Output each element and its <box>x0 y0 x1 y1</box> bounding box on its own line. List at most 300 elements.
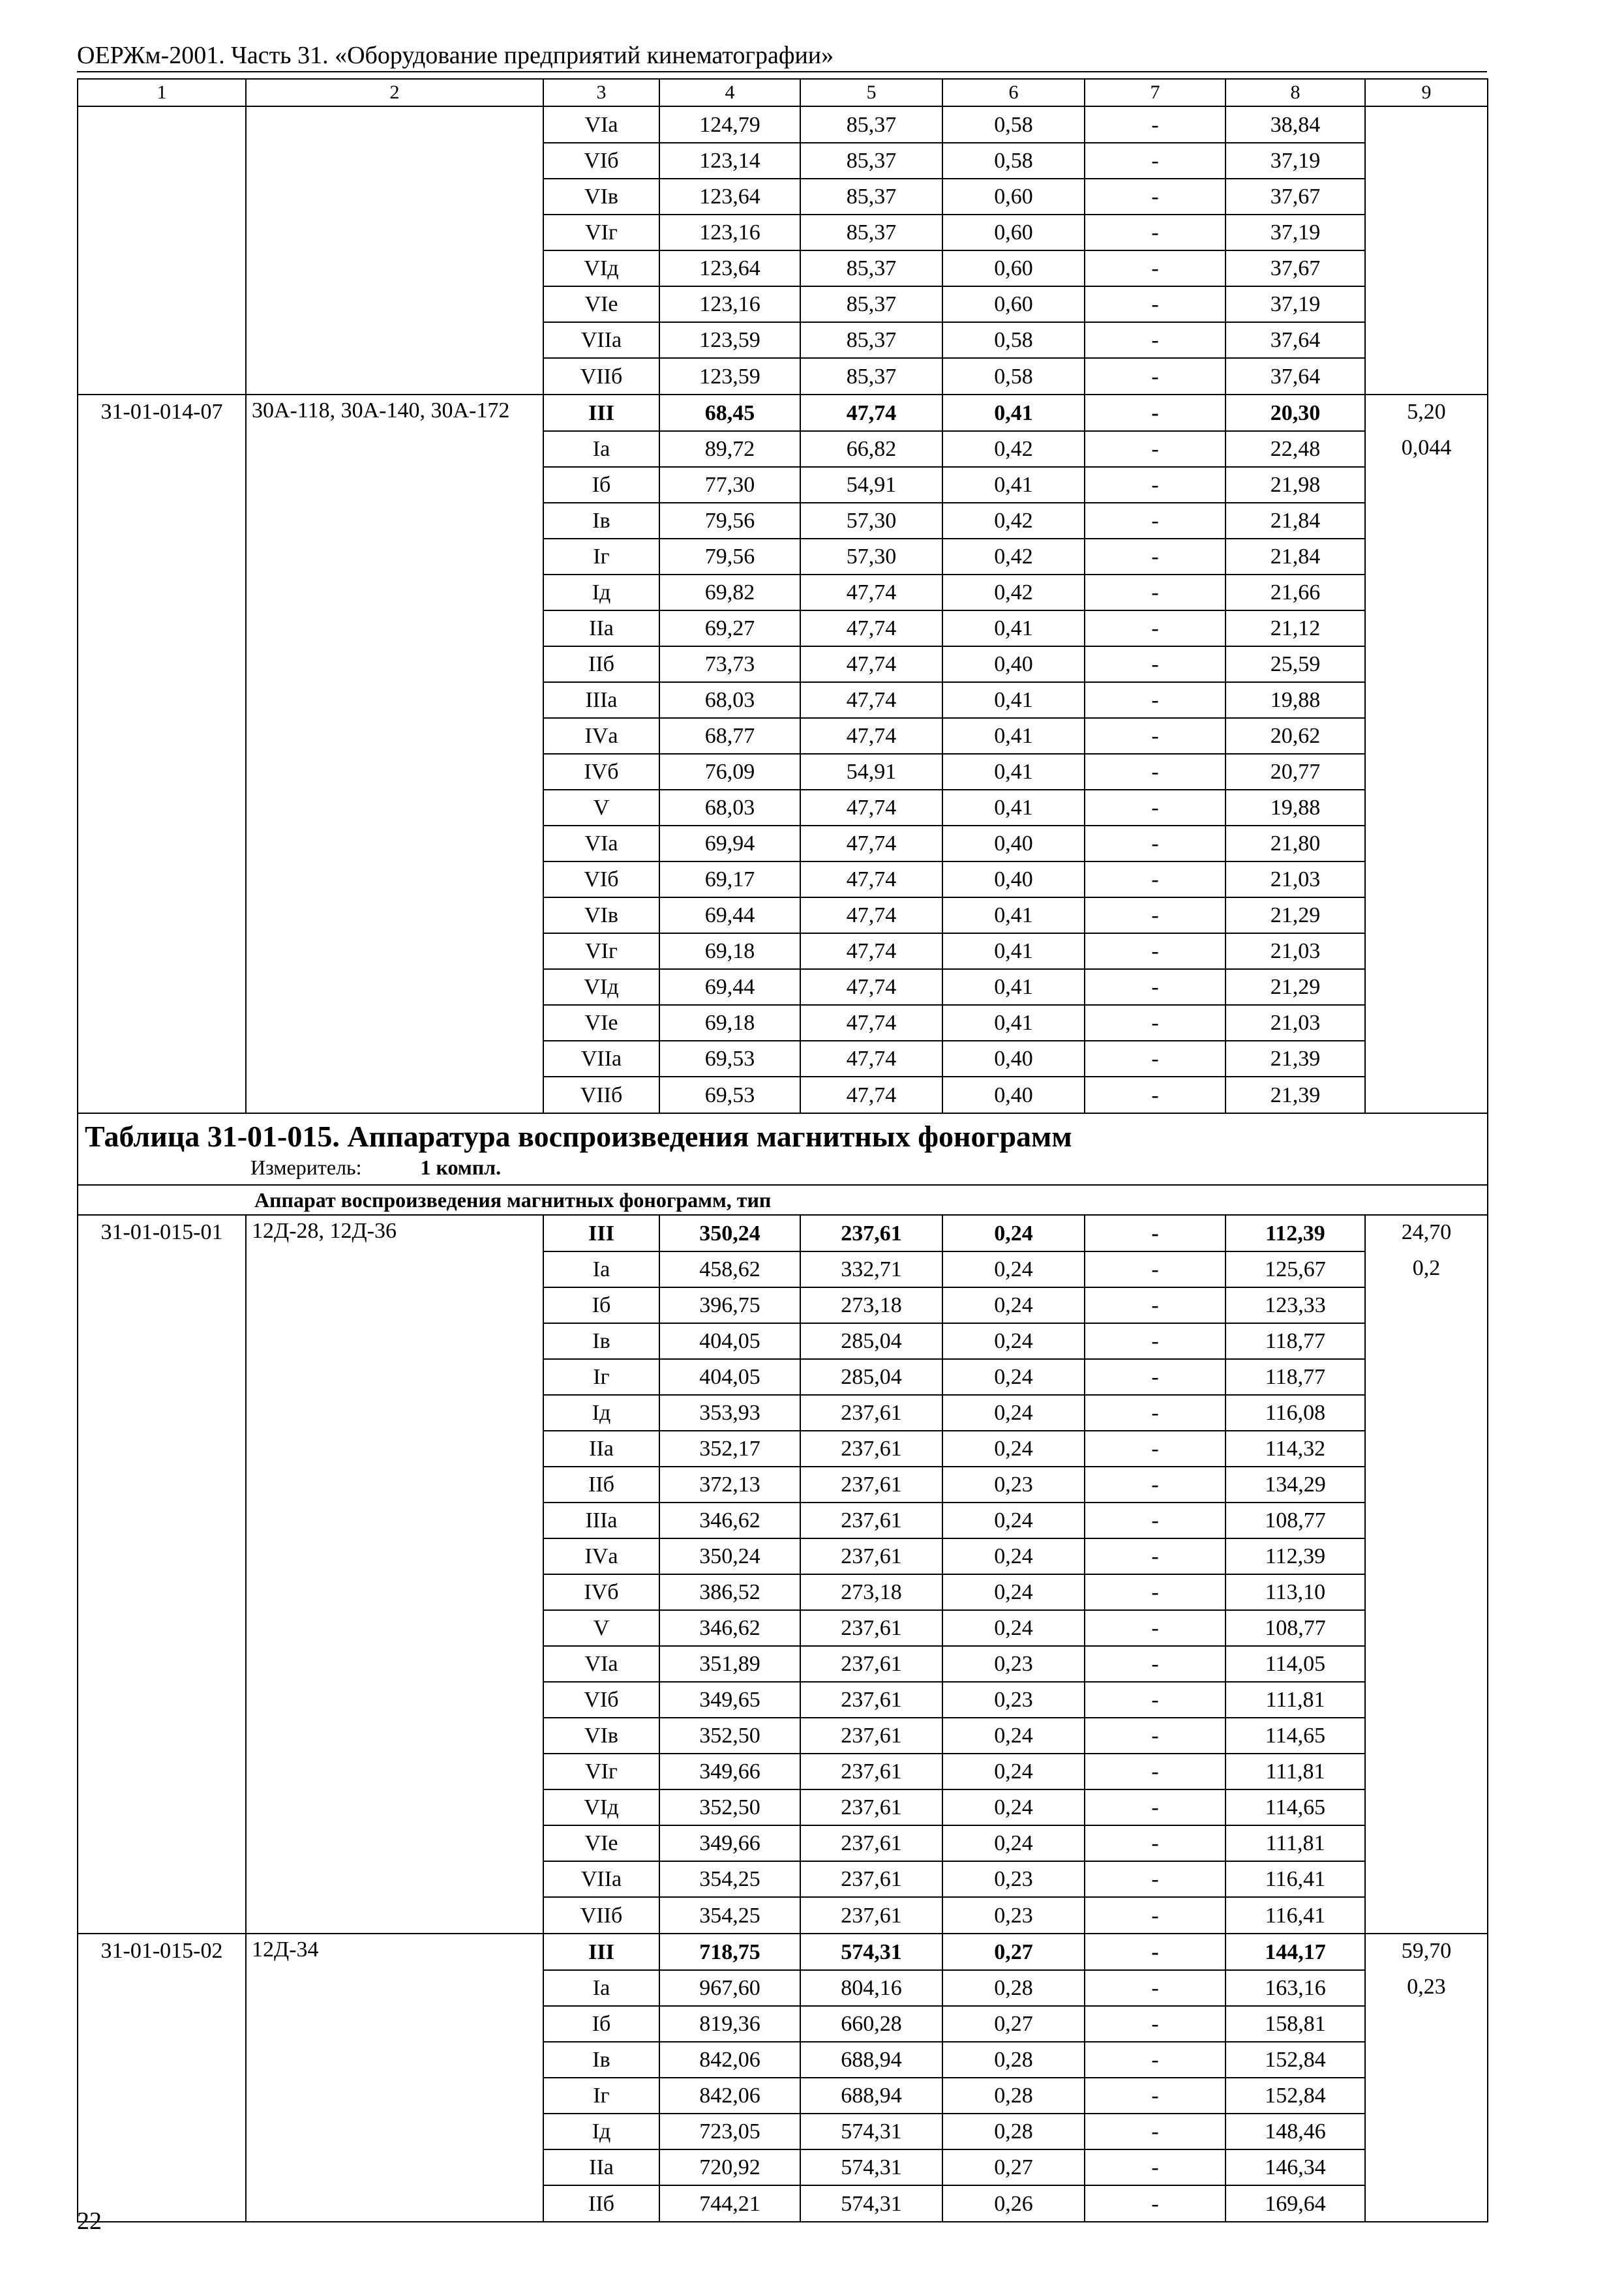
zone-cell: IVб <box>543 754 659 790</box>
driver-wages-cell: - <box>1085 1431 1226 1467</box>
machines-cell: 0,42 <box>942 575 1085 610</box>
driver-wages-cell: - <box>1085 1215 1226 1251</box>
materials-cell: 125,67 <box>1226 1251 1365 1287</box>
machines-cell: 0,24 <box>942 1503 1085 1538</box>
driver-wages-cell: - <box>1085 1359 1226 1395</box>
code-cell <box>78 861 246 897</box>
table-title: Таблица 31-01-015. Аппаратура воспроизведения магнитных фонограмм <box>85 1120 1072 1153</box>
name-cell <box>246 1825 543 1861</box>
driver-wages-cell: - <box>1085 861 1226 897</box>
wages-cell: 47,74 <box>800 395 942 431</box>
zone-cell: III <box>543 395 659 431</box>
wages-cell: 237,61 <box>800 1646 942 1682</box>
table-row <box>78 682 1488 718</box>
machines-cell: 0,41 <box>942 718 1085 754</box>
zone-cell: IIIа <box>543 1503 659 1538</box>
table-row <box>78 718 1488 754</box>
driver-wages-cell: - <box>1085 1934 1226 1970</box>
table-row <box>78 1610 1488 1646</box>
wages-cell: 237,61 <box>800 1538 942 1574</box>
machines-cell: 0,42 <box>942 539 1085 575</box>
wages-cell: 57,30 <box>800 539 942 575</box>
driver-wages-cell: - <box>1085 1861 1226 1897</box>
materials-cell: 169,64 <box>1226 2185 1365 2222</box>
name-cell <box>246 2042 543 2078</box>
name-cell: 12Д-28, 12Д-36 <box>246 1215 543 1251</box>
name-cell <box>246 1359 543 1395</box>
materials-cell: 19,88 <box>1226 790 1365 826</box>
machines-cell: 0,41 <box>942 969 1085 1005</box>
materials-cell: 21,80 <box>1226 826 1365 861</box>
labor-cell <box>1365 754 1488 790</box>
wages-cell: 574,31 <box>800 2185 942 2222</box>
wages-cell: 237,61 <box>800 1395 942 1431</box>
materials-cell: 158,81 <box>1226 2006 1365 2042</box>
machines-cell: 0,40 <box>942 1041 1085 1077</box>
total-cost-cell: 69,17 <box>659 861 800 897</box>
total-cost-cell: 352,17 <box>659 1431 800 1467</box>
driver-wages-cell: - <box>1085 539 1226 575</box>
labor-cell <box>1365 1005 1488 1041</box>
machines-cell: 0,40 <box>942 861 1085 897</box>
labor-cell <box>1365 933 1488 969</box>
name-cell <box>246 1431 543 1467</box>
name-cell <box>246 1646 543 1682</box>
total-cost-cell: 69,44 <box>659 969 800 1005</box>
code-cell <box>78 322 246 358</box>
code-cell <box>78 1718 246 1754</box>
name-cell <box>246 467 543 503</box>
wages-cell: 237,61 <box>800 1897 942 1934</box>
materials-cell: 37,19 <box>1226 143 1365 179</box>
total-cost-cell: 353,93 <box>659 1395 800 1431</box>
machines-cell: 0,27 <box>942 1934 1085 1970</box>
wages-cell: 688,94 <box>800 2078 942 2114</box>
column-number: 8 <box>1226 79 1365 106</box>
machines-cell: 0,24 <box>942 1359 1085 1395</box>
materials-cell: 20,62 <box>1226 718 1365 754</box>
type-line: Аппарат воспроизведения магнитных фонограмм, тип <box>78 1185 1488 1215</box>
name-cell <box>246 1287 543 1323</box>
machines-cell: 0,41 <box>942 897 1085 933</box>
driver-wages-cell: - <box>1085 1610 1226 1646</box>
materials-cell: 111,81 <box>1226 1682 1365 1718</box>
labor-cell: 0,044 <box>1365 431 1488 467</box>
machines-cell: 0,24 <box>942 1287 1085 1323</box>
wages-cell: 47,74 <box>800 897 942 933</box>
materials-cell: 114,65 <box>1226 1718 1365 1754</box>
materials-cell: 20,30 <box>1226 395 1365 431</box>
driver-wages-cell: - <box>1085 1574 1226 1610</box>
wages-cell: 574,31 <box>800 2114 942 2149</box>
materials-cell: 111,81 <box>1226 1754 1365 1789</box>
zone-cell: Iб <box>543 2006 659 2042</box>
materials-cell: 21,84 <box>1226 503 1365 539</box>
machines-cell: 0,41 <box>942 790 1085 826</box>
driver-wages-cell: - <box>1085 1754 1226 1789</box>
zone-cell: IVа <box>543 718 659 754</box>
wages-cell: 47,74 <box>800 718 942 754</box>
materials-cell: 21,84 <box>1226 539 1365 575</box>
table-row <box>78 2006 1488 2042</box>
zone-cell: VIе <box>543 1825 659 1861</box>
name-cell <box>246 2149 543 2185</box>
zone-cell: Iг <box>543 2078 659 2114</box>
driver-wages-cell: - <box>1085 2042 1226 2078</box>
materials-cell: 21,03 <box>1226 1005 1365 1041</box>
machines-cell: 0,24 <box>942 1538 1085 1574</box>
code-cell <box>78 1897 246 1934</box>
code-cell <box>78 1503 246 1538</box>
zone-cell: Iг <box>543 539 659 575</box>
materials-cell: 108,77 <box>1226 1610 1365 1646</box>
machines-cell: 0,41 <box>942 1005 1085 1041</box>
name-cell <box>246 682 543 718</box>
total-cost-cell: 73,73 <box>659 646 800 682</box>
labor-cell <box>1365 1538 1488 1574</box>
column-number: 7 <box>1085 79 1226 106</box>
table-row <box>78 286 1488 322</box>
labor-cell <box>1365 539 1488 575</box>
machines-cell: 0,24 <box>942 1395 1085 1431</box>
labor-cell <box>1365 2149 1488 2185</box>
materials-cell: 123,33 <box>1226 1287 1365 1323</box>
labor-cell: 0,23 <box>1365 1970 1488 2006</box>
driver-wages-cell: - <box>1085 179 1226 215</box>
name-cell <box>246 2006 543 2042</box>
labor-cell <box>1365 322 1488 358</box>
total-cost-cell: 69,53 <box>659 1077 800 1113</box>
machines-cell: 0,60 <box>942 215 1085 250</box>
wages-cell: 273,18 <box>800 1287 942 1323</box>
driver-wages-cell: - <box>1085 1395 1226 1431</box>
table-row <box>78 1041 1488 1077</box>
labor-cell <box>1365 790 1488 826</box>
total-cost-cell: 76,09 <box>659 754 800 790</box>
total-cost-cell: 123,14 <box>659 143 800 179</box>
table-row <box>78 754 1488 790</box>
code-cell <box>78 215 246 250</box>
name-cell <box>246 646 543 682</box>
total-cost-cell: 69,44 <box>659 897 800 933</box>
materials-cell: 19,88 <box>1226 682 1365 718</box>
labor-cell <box>1365 1646 1488 1682</box>
labor-cell <box>1365 286 1488 322</box>
machines-cell: 0,58 <box>942 358 1085 395</box>
code-cell <box>78 2042 246 2078</box>
labor-cell <box>1365 2078 1488 2114</box>
meter-line <box>85 1154 1481 1180</box>
table-row <box>78 1538 1488 1574</box>
table-row <box>78 431 1488 467</box>
name-cell <box>246 1251 543 1287</box>
code-cell <box>78 1041 246 1077</box>
name-cell <box>246 503 543 539</box>
materials-cell: 21,12 <box>1226 610 1365 646</box>
machines-cell: 0,28 <box>942 2042 1085 2078</box>
driver-wages-cell: - <box>1085 1467 1226 1503</box>
wages-cell: 574,31 <box>800 2149 942 2185</box>
table-row <box>78 1897 1488 1934</box>
name-cell <box>246 358 543 395</box>
name-cell <box>246 933 543 969</box>
machines-cell: 0,58 <box>942 106 1085 143</box>
name-cell <box>246 1503 543 1538</box>
total-cost-cell: 720,92 <box>659 2149 800 2185</box>
table-row <box>78 969 1488 1005</box>
zone-cell: Iа <box>543 1970 659 2006</box>
driver-wages-cell: - <box>1085 969 1226 1005</box>
labor-cell <box>1365 250 1488 286</box>
driver-wages-cell: - <box>1085 754 1226 790</box>
total-cost-cell: 372,13 <box>659 1467 800 1503</box>
code-cell <box>78 682 246 718</box>
machines-cell: 0,24 <box>942 1718 1085 1754</box>
total-cost-cell: 744,21 <box>659 2185 800 2222</box>
machines-cell: 0,41 <box>942 610 1085 646</box>
table-row <box>78 2185 1488 2222</box>
materials-cell: 118,77 <box>1226 1323 1365 1359</box>
code-cell <box>78 1646 246 1682</box>
table-row <box>78 826 1488 861</box>
zone-cell: VIг <box>543 933 659 969</box>
code-cell <box>78 286 246 322</box>
wages-cell: 237,61 <box>800 1610 942 1646</box>
code-cell <box>78 1251 246 1287</box>
total-cost-cell: 349,66 <box>659 1754 800 1789</box>
labor-cell <box>1365 1287 1488 1323</box>
wages-cell: 47,74 <box>800 682 942 718</box>
materials-cell: 146,34 <box>1226 2149 1365 2185</box>
total-cost-cell: 123,59 <box>659 322 800 358</box>
code-cell <box>78 897 246 933</box>
materials-cell: 114,32 <box>1226 1431 1365 1467</box>
code-cell <box>78 2006 246 2042</box>
machines-cell: 0,60 <box>942 286 1085 322</box>
total-cost-cell: 69,18 <box>659 1005 800 1041</box>
materials-cell: 116,08 <box>1226 1395 1365 1431</box>
total-cost-cell: 350,24 <box>659 1538 800 1574</box>
name-cell <box>246 718 543 754</box>
code-cell <box>78 2149 246 2185</box>
page-number: 22 <box>77 2207 102 2235</box>
machines-cell: 0,23 <box>942 1897 1085 1934</box>
zone-cell: VIIб <box>543 1077 659 1113</box>
zone-cell: Iд <box>543 2114 659 2149</box>
code-cell <box>78 179 246 215</box>
machines-cell: 0,24 <box>942 1754 1085 1789</box>
wages-cell: 237,61 <box>800 1789 942 1825</box>
driver-wages-cell: - <box>1085 1287 1226 1323</box>
name-cell <box>246 1789 543 1825</box>
labor-cell <box>1365 610 1488 646</box>
materials-cell: 152,84 <box>1226 2042 1365 2078</box>
wages-cell: 57,30 <box>800 503 942 539</box>
driver-wages-cell: - <box>1085 2078 1226 2114</box>
table-body <box>78 79 1488 2222</box>
machines-cell: 0,26 <box>942 2185 1085 2222</box>
total-cost-cell: 69,27 <box>659 610 800 646</box>
code-cell <box>78 1077 246 1113</box>
zone-cell: VIIб <box>543 358 659 395</box>
code-cell <box>78 1682 246 1718</box>
total-cost-cell: 351,89 <box>659 1646 800 1682</box>
name-cell <box>246 106 543 143</box>
materials-cell: 21,98 <box>1226 467 1365 503</box>
table-row <box>78 2149 1488 2185</box>
table-row <box>78 1287 1488 1323</box>
wages-cell: 47,74 <box>800 861 942 897</box>
machines-cell: 0,60 <box>942 250 1085 286</box>
name-cell <box>246 790 543 826</box>
zone-cell: V <box>543 1610 659 1646</box>
labor-cell <box>1365 897 1488 933</box>
table-row <box>78 1934 1488 1970</box>
driver-wages-cell: - <box>1085 2006 1226 2042</box>
zone-cell: VIб <box>543 861 659 897</box>
zone-cell: Iа <box>543 1251 659 1287</box>
zone-cell: V <box>543 790 659 826</box>
total-cost-cell: 69,18 <box>659 933 800 969</box>
table-row <box>78 1395 1488 1431</box>
materials-cell: 38,84 <box>1226 106 1365 143</box>
table-row <box>78 1825 1488 1861</box>
driver-wages-cell: - <box>1085 1646 1226 1682</box>
column-number-row <box>78 79 1488 106</box>
name-cell <box>246 1005 543 1041</box>
code-cell <box>78 1538 246 1574</box>
name-cell <box>246 2078 543 2114</box>
total-cost-cell: 354,25 <box>659 1861 800 1897</box>
labor-cell <box>1365 1754 1488 1789</box>
zone-cell: III <box>543 1934 659 1970</box>
total-cost-cell: 352,50 <box>659 1789 800 1825</box>
wages-cell: 237,61 <box>800 1431 942 1467</box>
wages-cell: 237,61 <box>800 1215 942 1251</box>
total-cost-cell: 123,16 <box>659 286 800 322</box>
total-cost-cell: 68,03 <box>659 790 800 826</box>
driver-wages-cell: - <box>1085 250 1226 286</box>
table-row <box>78 179 1488 215</box>
zone-cell: VIIб <box>543 1897 659 1934</box>
total-cost-cell: 350,24 <box>659 1215 800 1251</box>
total-cost-cell: 123,59 <box>659 358 800 395</box>
zone-cell: VIIа <box>543 1041 659 1077</box>
wages-cell: 54,91 <box>800 467 942 503</box>
code-cell <box>78 358 246 395</box>
name-cell <box>246 754 543 790</box>
driver-wages-cell: - <box>1085 467 1226 503</box>
table-row <box>78 1574 1488 1610</box>
materials-cell: 144,17 <box>1226 1934 1365 1970</box>
zone-cell: VIб <box>543 143 659 179</box>
code-cell <box>78 790 246 826</box>
labor-cell <box>1365 143 1488 179</box>
labor-cell <box>1365 1861 1488 1897</box>
name-cell <box>246 1682 543 1718</box>
materials-cell: 118,77 <box>1226 1359 1365 1395</box>
zone-cell: VIв <box>543 1718 659 1754</box>
wages-cell: 688,94 <box>800 2042 942 2078</box>
labor-cell <box>1365 2185 1488 2222</box>
column-number: 9 <box>1365 79 1488 106</box>
total-cost-cell: 352,50 <box>659 1718 800 1754</box>
name-cell <box>246 1718 543 1754</box>
labor-cell <box>1365 1897 1488 1934</box>
materials-cell: 22,48 <box>1226 431 1365 467</box>
machines-cell: 0,24 <box>942 1431 1085 1467</box>
total-cost-cell: 79,56 <box>659 503 800 539</box>
driver-wages-cell: - <box>1085 826 1226 861</box>
labor-cell <box>1365 1718 1488 1754</box>
table-row <box>78 539 1488 575</box>
labor-cell <box>1365 1610 1488 1646</box>
labor-cell <box>1365 718 1488 754</box>
code-cell <box>78 250 246 286</box>
labor-cell <box>1365 1503 1488 1538</box>
driver-wages-cell: - <box>1085 1825 1226 1861</box>
zone-cell: Iв <box>543 503 659 539</box>
name-cell <box>246 1395 543 1431</box>
wages-cell: 47,74 <box>800 1005 942 1041</box>
code-cell <box>78 1970 246 2006</box>
driver-wages-cell: - <box>1085 1682 1226 1718</box>
zone-cell: Iв <box>543 2042 659 2078</box>
table-row <box>78 1754 1488 1789</box>
zone-cell: VIв <box>543 897 659 933</box>
driver-wages-cell: - <box>1085 1789 1226 1825</box>
machines-cell: 0,41 <box>942 933 1085 969</box>
wages-cell: 285,04 <box>800 1359 942 1395</box>
wages-cell: 47,74 <box>800 646 942 682</box>
materials-cell: 21,66 <box>1226 575 1365 610</box>
total-cost-cell: 346,62 <box>659 1503 800 1538</box>
code-cell <box>78 2185 246 2222</box>
driver-wages-cell: - <box>1085 1897 1226 1934</box>
labor-cell <box>1365 2042 1488 2078</box>
total-cost-cell: 349,66 <box>659 1825 800 1861</box>
table-row <box>78 897 1488 933</box>
zone-cell: IIб <box>543 646 659 682</box>
machines-cell: 0,27 <box>942 2006 1085 2042</box>
wages-cell: 47,74 <box>800 1041 942 1077</box>
machines-cell: 0,24 <box>942 1574 1085 1610</box>
machines-cell: 0,23 <box>942 1682 1085 1718</box>
materials-cell: 21,03 <box>1226 933 1365 969</box>
materials-cell: 116,41 <box>1226 1897 1365 1934</box>
materials-cell: 37,19 <box>1226 286 1365 322</box>
materials-cell: 37,67 <box>1226 250 1365 286</box>
column-number: 1 <box>78 79 246 106</box>
code-cell <box>78 1359 246 1395</box>
code-cell <box>78 1825 246 1861</box>
driver-wages-cell: - <box>1085 1538 1226 1574</box>
driver-wages-cell: - <box>1085 106 1226 143</box>
labor-cell <box>1365 682 1488 718</box>
table-row <box>78 106 1488 143</box>
zone-cell: VIг <box>543 215 659 250</box>
total-cost-cell: 68,77 <box>659 718 800 754</box>
wages-cell: 66,82 <box>800 431 942 467</box>
code-cell <box>78 610 246 646</box>
wages-cell: 85,37 <box>800 358 942 395</box>
name-cell <box>246 215 543 250</box>
zone-cell: VIа <box>543 106 659 143</box>
total-cost-cell: 89,72 <box>659 431 800 467</box>
driver-wages-cell: - <box>1085 682 1226 718</box>
labor-cell <box>1365 1431 1488 1467</box>
code-cell: 31-01-015-01 <box>78 1215 246 1251</box>
